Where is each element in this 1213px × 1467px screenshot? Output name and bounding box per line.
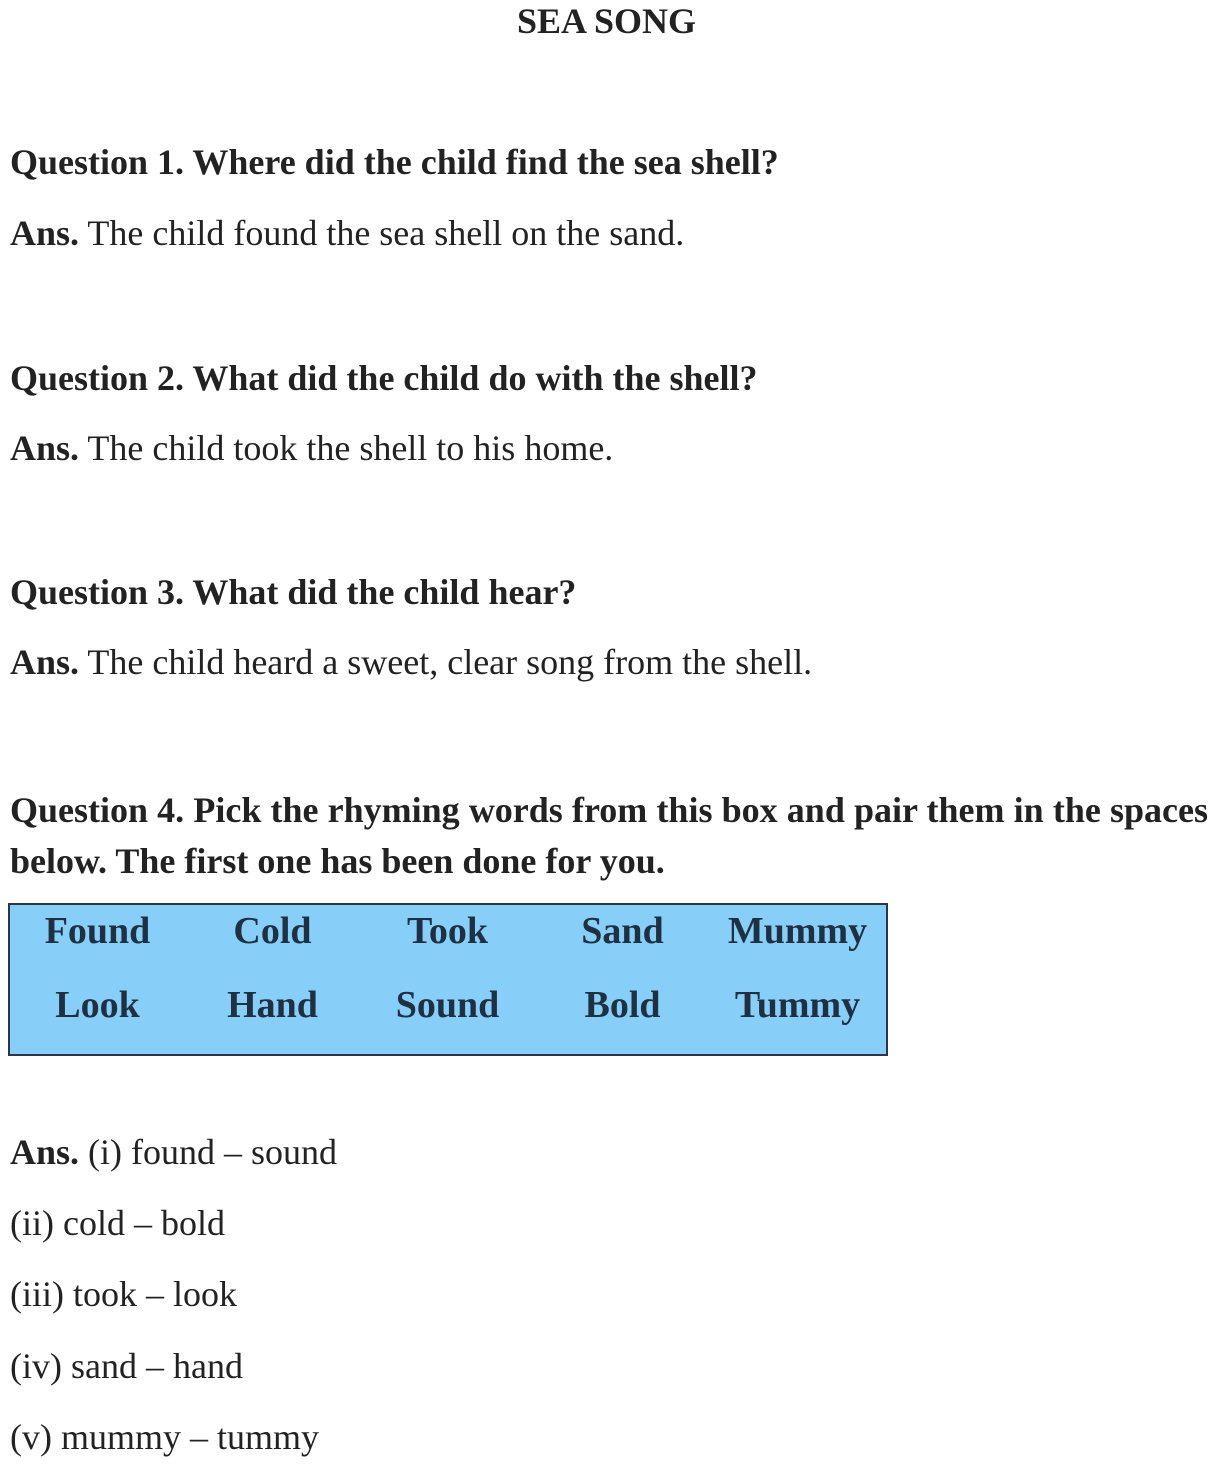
ans-label: Ans.: [10, 213, 80, 253]
answer-4-v: (v) mummy – tummy: [10, 1417, 319, 1457]
answer-2: [10, 427, 613, 469]
ans-label: Ans.: [10, 642, 80, 682]
ans-label: Ans.: [10, 1132, 80, 1172]
question-1: Question 1. Where did the child find the sea shell?: [10, 142, 779, 182]
rhyming-words-box: [8, 903, 888, 1056]
answer-text: The child took the shell to his home.: [79, 428, 614, 468]
box-word: Bold: [584, 984, 661, 1026]
answer-4-iv: (iv) sand – hand: [10, 1346, 243, 1386]
answer-4-iii: (iii) took – look: [10, 1274, 237, 1314]
box-word: Sound: [395, 984, 500, 1026]
box-word: Cold: [233, 910, 312, 952]
box-word: Mummy: [727, 910, 868, 952]
box-word: Took: [407, 910, 488, 952]
box-word: Hand: [227, 984, 318, 1026]
answer-text: (i) found – sound: [88, 1132, 338, 1172]
box-word: Look: [55, 984, 140, 1026]
question-4: Question 4. Pick the rhyming words from this box and pair them in the spaces below. The first one has been done for you.: [10, 790, 1208, 881]
answer-text: The child heard a sweet, clear song from the shell.: [79, 642, 813, 682]
answer-1: [10, 212, 684, 254]
question-3: Question 3. What did the child hear?: [10, 572, 577, 612]
box-word: Tummy: [734, 984, 861, 1026]
answer-4-ii: (ii) cold – bold: [10, 1203, 225, 1243]
answer-3: [10, 641, 812, 683]
question-2: Question 2. What did the child do with the shell?: [10, 358, 758, 398]
box-word: Sand: [581, 910, 664, 952]
box-row-1: [10, 909, 886, 953]
answer-text: The child found the sea shell on the sand.: [79, 213, 685, 253]
box-word: Found: [44, 910, 151, 952]
page-title: SEA SONG: [516, 1, 697, 41]
ans-label: Ans.: [10, 428, 80, 468]
answer-4-i: [10, 1131, 337, 1173]
box-row-2: [10, 983, 886, 1027]
